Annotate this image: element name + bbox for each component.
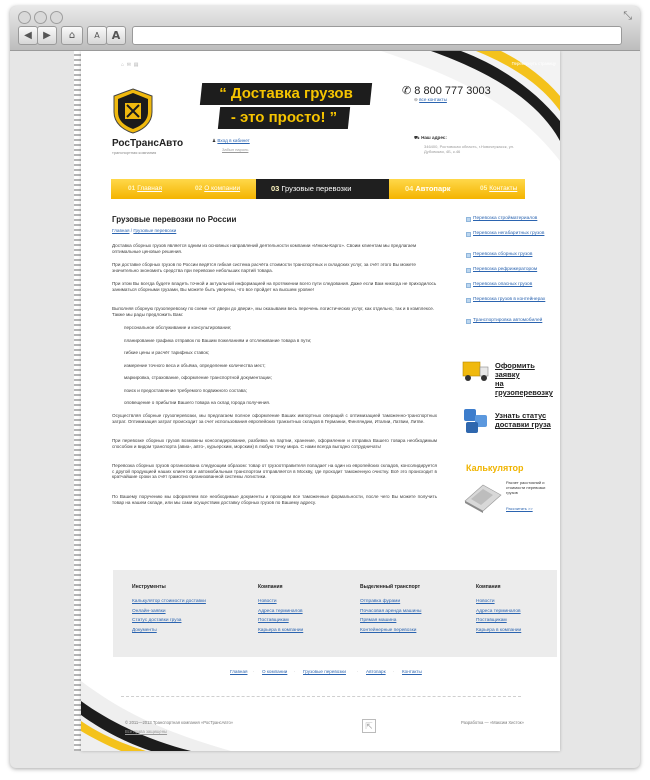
documents-icon (461, 407, 491, 435)
list-item: персональное обслуживание и консультирование; (124, 325, 232, 330)
sidebar-item-cars[interactable]: Транспортировка автомобилей (473, 318, 542, 324)
truck-icon: ⛟ (414, 135, 420, 140)
footer-link[interactable]: Почасовая аренда машины (360, 608, 422, 614)
bottom-nav-cargo[interactable]: Грузовые перевозки (303, 669, 346, 674)
all-contacts-link[interactable]: ⊖ все контакты (414, 97, 447, 102)
bottom-nav-separator: · (253, 669, 255, 674)
status-line1: Узнать статус (495, 411, 547, 420)
close-window-button[interactable] (18, 11, 31, 24)
calculator-text: Расчет расстояний и стоимости перевозки грузов (506, 480, 546, 495)
breadcrumb-separator: / (129, 228, 134, 233)
services-list (124, 325, 434, 413)
font-smaller-button[interactable]: A (87, 26, 107, 45)
bottom-nav-separator: · (393, 669, 395, 674)
content-paragraph: При перевозке сборных грузов возможны консолидирование, разбивка на партии, хранение, оформление и отправка Вашего товара необходимым способом и видом транспорта (авиа-, авто-, курьерским, морским) в любую точку мира. С нами всегда выгодно сотрудничать! (112, 438, 437, 449)
forgot-password-link[interactable]: Забыл пароль (222, 147, 249, 152)
footer-link[interactable]: Новости (258, 599, 277, 604)
sidebar-item-groupage[interactable]: Перевозка сборных грузов (473, 252, 532, 258)
user-icon: ♟ (212, 138, 217, 143)
top-icons: ⌂ ✉ ▤ (121, 62, 139, 68)
contacts-icon: ⊖ (414, 97, 418, 102)
menu-item-fleet[interactable]: 04 Автопарк (405, 184, 451, 193)
sidebar-item-building-materials[interactable]: Перевозка стройматериалов (473, 216, 537, 222)
footer-link[interactable]: Отправка фурами (360, 599, 401, 604)
footer-link[interactable]: Поставщикам (258, 618, 289, 623)
main-menu (111, 179, 525, 199)
content-paragraph: Перевозка сборных грузов организована следующим образом: товар от грузоотправителя попадает на один из европейских складов, консолидируется с другой продукцией наших клиентов и автомобильным транспортом отправляется в Москву, где проходит таможенную очистку. Всё это происходит в кратчайшие сроки за счёт грамотно организованной системы логистики. (112, 463, 437, 480)
footer-link[interactable]: Новости (476, 599, 495, 604)
breadcrumb-home[interactable]: Главная (112, 228, 130, 233)
bottom-nav-home[interactable]: Главная (230, 669, 248, 674)
list-item: измерение точного веса и объёма, определение количества мест; (124, 362, 266, 368)
zoom-window-button[interactable] (50, 11, 63, 24)
browser-toolbar (10, 6, 640, 51)
footer-link[interactable]: Онлайн-заявки (132, 608, 166, 614)
footer-column-title: Компания (258, 584, 283, 590)
status-widget[interactable] (461, 407, 560, 441)
slogan-banner (201, 83, 371, 131)
copyright: © 2011—2013 Транспортная компания «РосТрансАвто» (125, 720, 234, 725)
breadcrumb-current[interactable]: Грузовые перевозки (133, 228, 177, 233)
breadcrumb (112, 228, 176, 233)
list-item: гибкие цены и расчёт тарифных ставок; (124, 350, 210, 355)
company-name: РосТрансАвто (112, 138, 184, 149)
footer-link[interactable]: Карьера в компании (258, 627, 304, 633)
rights-text: Все права защищены (125, 729, 168, 734)
sidebar-item-containers[interactable]: Перевозка грузов в контейнерах (473, 297, 545, 303)
footer-column-title: Инструменты (132, 584, 166, 590)
developer-credit[interactable]: Разработка — «Максим Хисток» (461, 720, 524, 725)
content-paragraph: По Вашему поручению мы оформляем все необходимые документы и проходим все таможенные формальности, после чего Вы можете получить товар на нашем складе, или мы сами осуществим доставку сборных грузов по Вашему адресу. (112, 494, 437, 505)
phone-icon: ✆ (402, 85, 412, 97)
page-title: Грузовые перевозки по России (112, 215, 237, 224)
browser-window (10, 6, 640, 768)
footer-links (113, 570, 557, 657)
login-link[interactable]: ♟ Вход в кабинет (212, 138, 250, 143)
company-subtitle: транспортная компания (112, 150, 157, 155)
slogan-line1: “ Доставка грузов (219, 85, 353, 102)
bottom-nav-about[interactable]: О компании (262, 669, 288, 674)
content-paragraph: Доставка сборных грузов является одним из основных направлений деятельности компании «Инком-Карго». Своим клиентам мы предлагаем оптимальные ценовые решения. (112, 243, 417, 254)
phone-number[interactable]: ✆ 8 800 777 3003 (402, 85, 491, 97)
web-page (81, 51, 560, 751)
minimize-window-button[interactable] (34, 11, 47, 24)
footer-link[interactable]: Калькулятор стоимости доставки (132, 599, 206, 604)
menu-item-cargo[interactable]: 03 Грузовые перевозки (271, 184, 352, 193)
footer-link[interactable]: Статус доставки груза (132, 618, 182, 623)
sidebar-item-refrigerated[interactable]: Перевозка рефрижератором (473, 267, 537, 273)
footer-link[interactable]: Контейнерные перевозки (360, 627, 417, 633)
list-item: поиск и предоставление требуемого подвижного состава; (124, 387, 248, 393)
home-icon: ⌂ (68, 30, 76, 41)
address-title: ⛟ Наш адрес: (414, 135, 447, 140)
bottom-nav-separator: · (294, 669, 296, 674)
sidebar-item-oversized[interactable]: Перевозка негабаритных грузов (473, 231, 544, 237)
slogan-line2: - это просто! ” (230, 109, 338, 126)
arrow-left-icon: ◀ (24, 30, 32, 41)
shield-icon (112, 88, 154, 134)
footer-column-company (258, 584, 303, 635)
bottom-nav-contacts[interactable]: Контакты (402, 669, 422, 674)
menu-item-home[interactable]: 01 Главная (128, 185, 162, 192)
content-paragraph: При доставке сборных грузов по России ведётся гибкая система расчёта стоимости транспортных и складских услуг, за счёт этого Вы можете значительно экономить средства при перевозке небольших партий товара. (112, 262, 416, 273)
truck-icon (461, 359, 491, 385)
sidebar-item-dangerous[interactable]: Перевозка опасных грузов (473, 282, 532, 288)
content-paragraph: При этом Вы всегда будете владеть точной и актуальной информацией на протяжении всего пути следования. Даже если Вам никогда не приходилось заниматься сборными грузами, Вы можете быть уверены, что все пройдет на высшем уровне! (112, 281, 437, 292)
list-item: маркировка, страхование, оформление транспортной документации; (124, 375, 272, 380)
content-paragraph: Выполняя сборную грузоперевозку по схеме «от двери до двери», мы оказываем весь перечень логистических услуг, как отдельно, так и в комплексе. Также мы рады предложить Вам: (112, 306, 435, 317)
footer-column-title: Компания (476, 584, 501, 590)
font-larger-button[interactable]: A (106, 26, 126, 45)
home-button[interactable] (61, 26, 83, 45)
footer-link[interactable]: Карьера в компании (476, 627, 522, 633)
order-widget[interactable] (461, 357, 560, 397)
address-bar[interactable] (132, 26, 622, 45)
footer-link[interactable]: Адреса терминалов (258, 608, 303, 614)
footer-link[interactable]: Адреса терминалов (476, 608, 521, 614)
company-logo[interactable] (112, 88, 154, 134)
menu-item-about[interactable]: 02 О компании (195, 185, 241, 192)
back-button[interactable] (18, 26, 38, 45)
footer-column-title: Выделенный транспорт (360, 584, 421, 590)
arrow-right-icon: ▶ (43, 30, 51, 41)
footer-column-transport (360, 584, 421, 635)
list-item: планирование графика отправок по Вашим пожеланиям и отслеживание товара в пути; (124, 337, 312, 343)
footer-link[interactable]: Прямая машина (360, 618, 397, 623)
footer-column-tools (132, 584, 206, 635)
resize-icon[interactable]: ⇱ (362, 719, 376, 733)
calculator-title: Калькулятор (466, 463, 524, 473)
flip-page-link[interactable]: Перевернуть страницу (511, 61, 556, 66)
list-item: оповещение о прибытии Вашего товара на склад города получения. (124, 400, 271, 405)
menu-item-contacts[interactable]: 05 Контакты (480, 185, 518, 192)
forward-button[interactable] (37, 26, 57, 45)
content-paragraph: Осуществляя сборные грузоперевозки, мы предлагаем полное оформление Ваших импортных операций с оптимизацией таможенно-транспортных затрат. Оптимизация затрат происходит за счет использования европейских транзитных складов в Германии, Финляндии, Италии, Латвии, Литве. (112, 413, 437, 424)
page-viewport (10, 51, 640, 768)
bottom-nav-separator: · (357, 669, 359, 674)
address-text: 346400, Ростовская область, г.Новочеркасск, ул. Дубовская, 4Б, к.46 (424, 144, 515, 154)
bottom-nav-fleet[interactable]: Автопарк (366, 669, 386, 674)
order-line2: на грузоперевозку (495, 379, 553, 397)
footer-column-company-2 (476, 584, 521, 635)
footer-link[interactable]: Поставщикам (476, 618, 507, 623)
footer-link[interactable]: Документы (132, 627, 157, 633)
calculator-icon (461, 479, 503, 513)
status-line2: доставки груза (495, 420, 551, 429)
fullscreen-icon[interactable]: ⤡ (623, 10, 632, 22)
order-line1: Оформить заявку (495, 361, 535, 379)
calculator-link[interactable]: Рассчитать >> (506, 506, 533, 511)
footer-divider (121, 696, 521, 697)
